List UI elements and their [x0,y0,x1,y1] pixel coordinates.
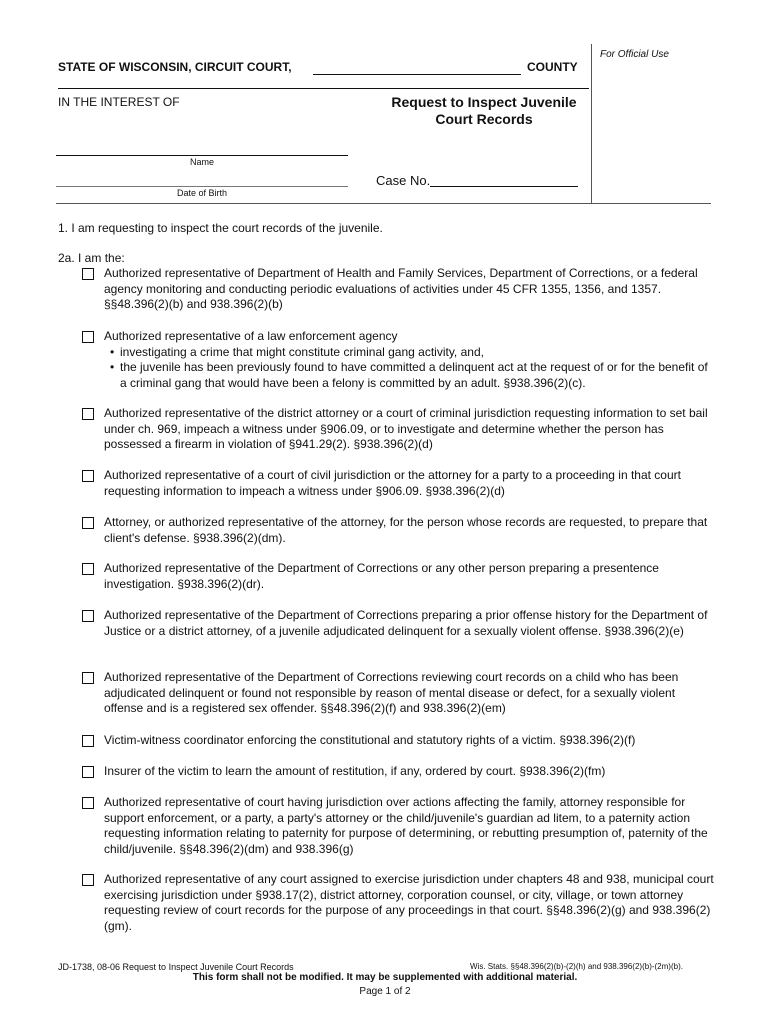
name-label: Name [189,157,214,167]
option-text: Authorized representative of Department of Health and Family Services, Department of Corrections, or a federal agency monitoring and conducting periodic evaluations of activities under 45 CFR 1355, 1356, and 1357. §§48.396(2)(b) and 938.396(2)(b) [104,266,698,311]
form-title-line2: Court Records [435,111,533,127]
option-district-attorney [82,406,714,453]
option-text: Authorized representative of court having jurisdiction over actions affecting the family, attorney responsible for support enforcement, or a party, a party's attorney or the child/juvenile's guardian ad litem, to a paternity action requesting information relating to paternity for purpose of determining, or rebutting presumption of, paternity of the child/juvenile. §§48.396(2)(dm) and 938.396(g) [104,795,708,856]
option-presentence [82,561,714,592]
option-text: Authorized representative of the Department of Corrections or any other person preparing a presentence investigation. §938.396(2)(dr). [104,561,659,591]
option-assigned-court [82,872,714,934]
county-label: COUNTY [527,60,578,74]
checkbox[interactable] [82,766,94,778]
name-field[interactable] [56,155,348,156]
checkbox[interactable] [82,331,94,343]
case-number-field[interactable] [430,186,578,187]
checkbox[interactable] [82,563,94,575]
checkbox[interactable] [82,874,94,886]
option-victim-witness [82,733,714,749]
form-id: JD-1738, 08-06 Request to Inspect Juvenile Court Records [58,962,294,972]
checkbox[interactable] [82,408,94,420]
checkbox[interactable] [82,672,94,684]
option-attorney [82,515,714,546]
date-of-birth-label: Date of Birth [176,188,228,198]
option-text: Authorized representative of a law enforcement agency [104,329,398,343]
option-law-enforcement [82,329,714,391]
checkbox[interactable] [82,517,94,529]
interest-of-label: IN THE INTEREST OF [58,95,180,109]
form-title-line1: Request to Inspect Juvenile [391,94,577,110]
option-text: Authorized representative of the district attorney or a court of criminal jurisdiction requesting information to set bail under ch. 969, impeach a witness under §906.09, or to investigate and determine whether the person has possessed a firearm in violation of §941.29(2). §938.396(2)(d) [104,406,708,451]
statute-citation: Wis. Stats. §§48.396(2)(b)-(2)(h) and 938.396(2)(b)-(2m)(b). [470,962,683,971]
official-use-box [591,44,711,204]
state-court-label: STATE OF WISCONSIN, CIRCUIT COURT, [58,60,292,74]
checkbox[interactable] [82,610,94,622]
option-prior-offense [82,608,714,639]
option-family-court [82,795,714,857]
page-number: Page 1 of 2 [359,986,411,997]
bullet-item: • investigating a crime that might constitute criminal gang activity, and, [82,345,714,361]
county-field[interactable] [313,74,521,75]
option-text: Authorized representative of a court of civil jurisdiction or the attorney for a party to a proceeding in that court requesting information to impeach a witness under §906.09. §938.396(2)(d) [104,468,681,498]
checkbox[interactable] [82,470,94,482]
header-divider [58,88,589,89]
option-text: Authorized representative of the Department of Corrections preparing a prior offense history for the Department of Justice or a district attorney, of a juvenile adjudicated delinquent for a sexually violent offense. §938.396(2)(e) [104,608,708,638]
option-civil-court [82,468,714,499]
modification-notice: This form shall not be modified. It may be supplemented with additional material. [192,972,578,983]
caption-divider [56,203,710,204]
option-text: Authorized representative of the Department of Corrections reviewing court records on a child who has been adjudicated delinquent or found not responsible by reason of mental disease or defect, for a sexually violent offense and is a registered sex offender. §§48.396(2)(f) and 938.396(2)(em) [104,670,679,715]
item-2a-text: 2a. I am the: [58,251,125,265]
option-text: Victim-witness coordinator enforcing the constitutional and statutory rights of a victim. §938.396(2)(f) [104,733,636,747]
option-text: Authorized representative of any court assigned to exercise jurisdiction under chapters 48 and 938, municipal court exercising jurisdiction under §938.17(2), district attorney, corporation counsel, or city, village, or town attorney requesting review of court records for the purpose of any proceedings in that court. §§48.396(2)(g) and 938.396(2)(gm). [104,872,714,933]
checkbox[interactable] [82,735,94,747]
option-insurer [82,764,714,780]
case-number-label: Case No. [376,173,431,188]
item-1-text: 1. I am requesting to inspect the court records of the juvenile. [58,221,383,235]
option-sex-offender [82,670,714,717]
option-text: Insurer of the victim to learn the amount of restitution, if any, ordered by court. §938.396(2)(fm) [104,764,606,778]
checkbox[interactable] [82,797,94,809]
checkbox[interactable] [82,268,94,280]
official-use-label: For Official Use [600,49,669,60]
bullet-item: • the juvenile has been previously found to have committed a delinquent act at the request of or for the benefit of a criminal gang that would have been a felony is committed by an adult. §938.396(2)(c). [82,360,714,391]
option-text: Attorney, or authorized representative of the attorney, for the person whose records are requested, to prepare that client's defense. §938.396(2)(dm). [104,515,708,545]
date-of-birth-field[interactable] [56,186,348,187]
form-title [372,94,596,128]
option-dhfs [82,266,714,313]
